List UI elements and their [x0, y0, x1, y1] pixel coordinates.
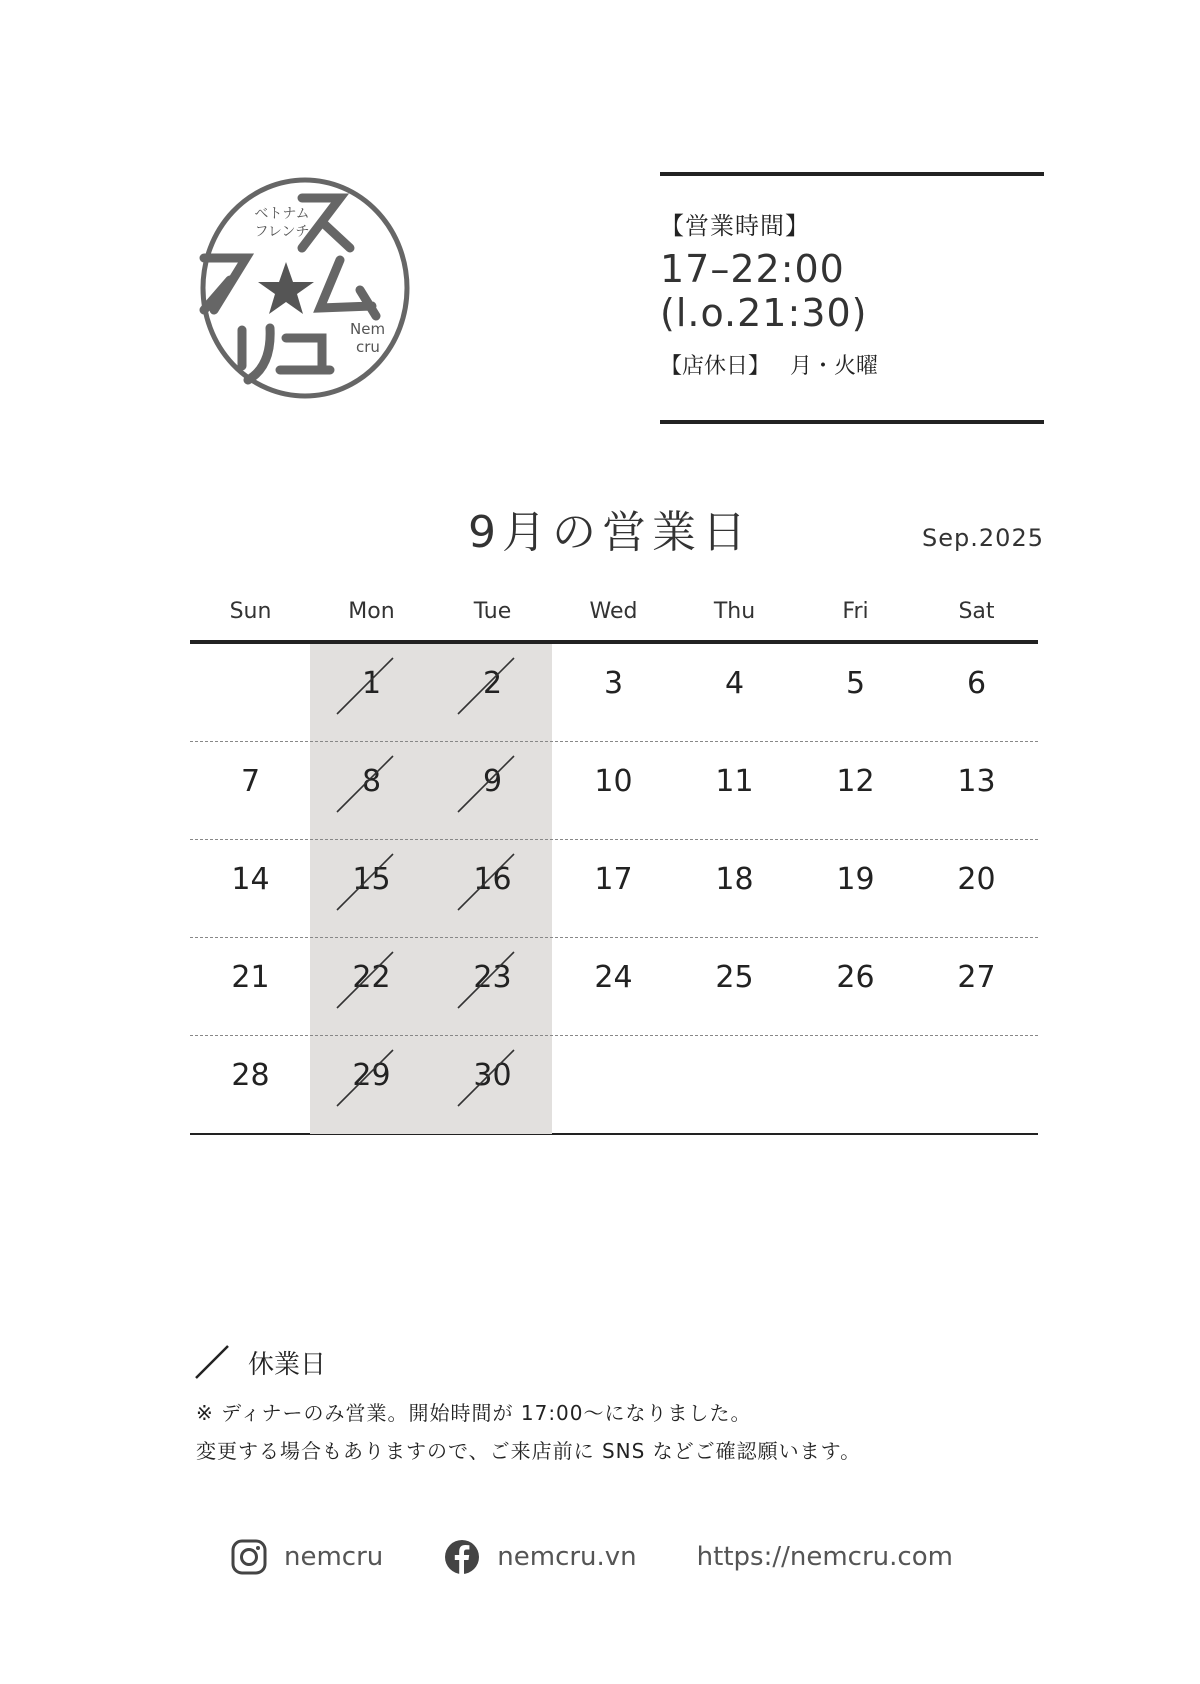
- website-url: https://nemcru.com: [696, 1542, 953, 1572]
- closed-slash-icon: [456, 852, 516, 912]
- calendar-day: [916, 742, 1037, 839]
- logo-mark: [190, 170, 420, 400]
- calendar-day: [190, 840, 311, 937]
- calendar-day: [311, 644, 432, 741]
- closed-slash-icon: [335, 1048, 395, 1108]
- day-number: 8: [361, 764, 382, 799]
- calendar-day: [432, 1036, 553, 1133]
- day-number: 18: [715, 862, 754, 897]
- day-number: 25: [715, 960, 754, 995]
- calendar-day: [674, 938, 795, 1035]
- note-line-2: 変更する場合もありますので、ご来店前に SNS などご確認願います。: [196, 1439, 862, 1463]
- closed-slash-icon: [456, 754, 516, 814]
- calendar-day: [674, 840, 795, 937]
- legend: [192, 1342, 326, 1382]
- weekday-wed: Wed: [589, 599, 638, 624]
- calendar-week: [190, 938, 1038, 1036]
- closed-slash-icon: [335, 950, 395, 1010]
- weekday-header: [190, 590, 1038, 640]
- info-top-rule: [660, 172, 1044, 176]
- day-number: 28: [231, 1058, 270, 1093]
- calendar-day: [795, 644, 916, 741]
- calendar-day: [432, 938, 553, 1035]
- calendar-grid: [190, 644, 1038, 1133]
- logo-text-top: ベトナム: [254, 206, 310, 222]
- instagram-link[interactable]: [230, 1538, 383, 1576]
- day-number: 20: [957, 862, 996, 897]
- calendar-week: [190, 840, 1038, 938]
- closed-slash-icon: [456, 950, 516, 1010]
- logo-latin-2: cru: [356, 338, 380, 356]
- note-line-1: ※ ディナーのみ営業。開始時間が 17:00～になりました。: [196, 1401, 752, 1425]
- closed-slash-icon: [335, 852, 395, 912]
- calendar-day: [553, 938, 674, 1035]
- calendar-day: [311, 840, 432, 937]
- star-icon: [258, 262, 314, 314]
- website-link[interactable]: [697, 1542, 953, 1572]
- business-hours: 17–22:00 (l.o.21:30): [660, 247, 868, 335]
- day-number: 12: [836, 764, 875, 799]
- calendar-day: [553, 644, 674, 741]
- hours-label: 【営業時間】: [660, 212, 810, 240]
- weekday-sat: Sat: [958, 599, 995, 624]
- business-info: [660, 172, 1044, 424]
- calendar-empty-cell: [916, 1036, 1037, 1133]
- calendar-empty-cell: [795, 1036, 916, 1133]
- info-bottom-rule: [660, 420, 1044, 424]
- calendar-day: [432, 840, 553, 937]
- day-number: 30: [473, 1058, 512, 1093]
- day-number: 21: [231, 960, 270, 995]
- calendar-day: [311, 1036, 432, 1133]
- closed-label: 【店休日】: [660, 354, 771, 379]
- day-number: 1: [361, 666, 382, 701]
- closed-slash-icon: [456, 1048, 516, 1108]
- calendar-day: [190, 938, 311, 1035]
- day-number: 24: [594, 960, 633, 995]
- day-number: 14: [231, 862, 270, 897]
- calendar-empty-cell: [190, 644, 311, 741]
- day-number: 29: [352, 1058, 391, 1093]
- day-number: 26: [836, 960, 875, 995]
- facebook-icon: [443, 1538, 481, 1576]
- calendar-day: [553, 840, 674, 937]
- weekday-fri: Fri: [842, 599, 869, 624]
- legend-label: 休業日: [248, 1349, 327, 1380]
- logo-text-bottom: フレンチ: [254, 224, 310, 240]
- calendar-week: [190, 644, 1038, 742]
- calendar-day: [916, 840, 1037, 937]
- footer-links: [230, 1538, 1013, 1576]
- weekday-tue: Tue: [473, 599, 512, 624]
- day-number: 11: [715, 764, 754, 799]
- slash-icon: [192, 1342, 232, 1382]
- day-number: 9: [482, 764, 503, 799]
- calendar-day: [432, 742, 553, 839]
- day-number: 10: [594, 764, 633, 799]
- day-number: 19: [836, 862, 875, 897]
- day-number: 23: [473, 960, 512, 995]
- weekday-thu: Thu: [713, 599, 756, 624]
- calendar-week: [190, 1036, 1038, 1133]
- day-number: 4: [724, 666, 745, 701]
- calendar-day: [311, 742, 432, 839]
- closed-slash-icon: [335, 754, 395, 814]
- closed-days-line: [660, 349, 1044, 380]
- day-number: 7: [240, 764, 261, 799]
- closed-days: 月・火曜: [790, 354, 879, 379]
- closed-slash-icon: [335, 656, 395, 716]
- day-number: 6: [966, 666, 987, 701]
- facebook-link[interactable]: [443, 1538, 636, 1576]
- day-number: 5: [845, 666, 866, 701]
- calendar-day: [795, 840, 916, 937]
- day-number: 22: [352, 960, 391, 995]
- facebook-handle: nemcru.vn: [497, 1542, 637, 1572]
- weekday-mon: Mon: [348, 599, 395, 624]
- day-number: 27: [957, 960, 996, 995]
- calendar-day: [916, 644, 1037, 741]
- calendar-week: [190, 742, 1038, 840]
- page-title: 9月の営業日: [468, 507, 752, 558]
- calendar-day: [795, 742, 916, 839]
- calendar-day: [432, 644, 553, 741]
- day-number: 15: [352, 862, 391, 897]
- calendar-day: [553, 742, 674, 839]
- day-number: 16: [473, 862, 512, 897]
- calendar-day: [674, 644, 795, 741]
- day-number: 17: [594, 862, 633, 897]
- weekday-sun: Sun: [229, 599, 272, 624]
- calendar-day: [916, 938, 1037, 1035]
- calendar-empty-cell: [674, 1036, 795, 1133]
- calendar-day: [190, 1036, 311, 1133]
- calendar: [190, 590, 1038, 1135]
- day-number: 3: [603, 666, 624, 701]
- day-number: 13: [957, 764, 996, 799]
- day-number: 2: [482, 666, 503, 701]
- notes: [196, 1394, 861, 1470]
- instagram-icon: [230, 1538, 268, 1576]
- calendar-day: [311, 938, 432, 1035]
- logo: [190, 170, 420, 400]
- closed-slash-icon: [456, 656, 516, 716]
- instagram-handle: nemcru: [284, 1542, 384, 1572]
- month-year: Sep.2025: [922, 524, 1044, 552]
- calendar-day: [674, 742, 795, 839]
- calendar-day: [795, 938, 916, 1035]
- calendar-day: [190, 742, 311, 839]
- calendar-empty-cell: [553, 1036, 674, 1133]
- logo-latin-1: Nem: [350, 320, 386, 338]
